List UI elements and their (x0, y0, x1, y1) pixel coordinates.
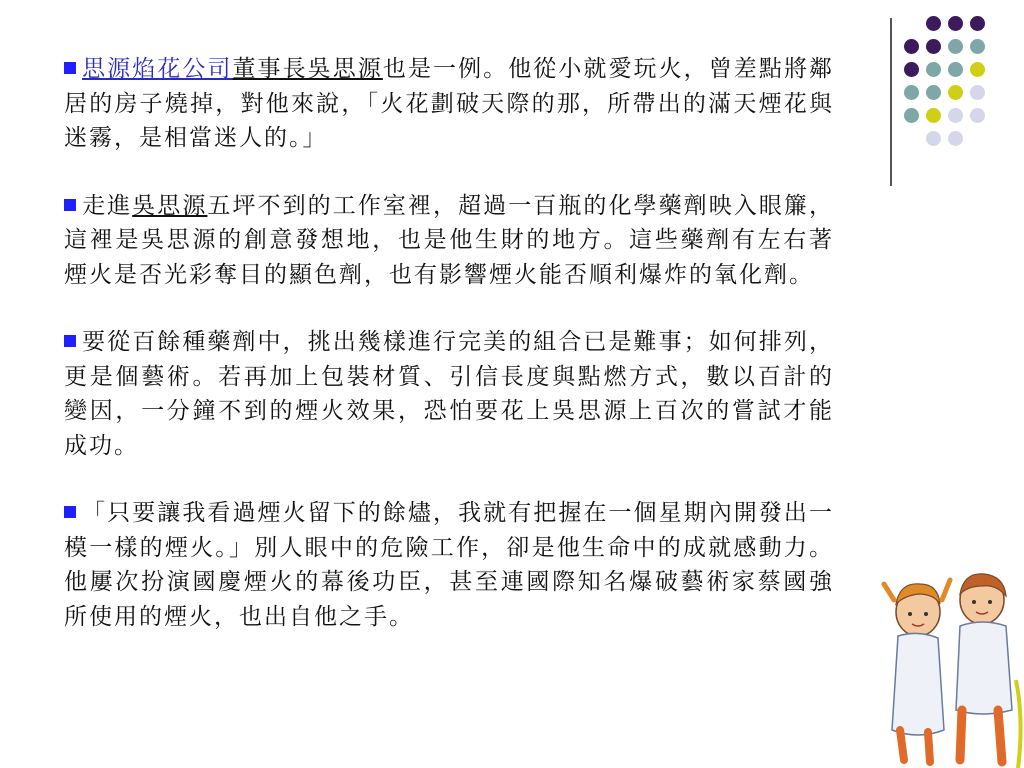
paragraph-2-pre: 走進 (82, 192, 133, 219)
left-child-figure (884, 580, 950, 762)
paragraph-4 (64, 496, 834, 634)
decorative-dot (948, 16, 963, 31)
chairman-name: 董事長吳思源 (232, 56, 383, 82)
decorative-dot (948, 131, 963, 146)
decorative-dot (904, 85, 919, 100)
paragraph-4-text: 「只要讓我看過煙火留下的餘燼，我就有把握在一個星期內開發出一模一樣的煙火。」別人眼中的危險工作，卻是他生命中的成就感動力。他屢次扮演國慶煙火的幕後功臣，甚至連國際知名爆破藝術家蔡國強所使用的煙火，也出自他之手。 (64, 500, 834, 630)
divider-line (890, 18, 892, 186)
person-name: 吳思源 (132, 192, 208, 219)
decorative-dot (970, 16, 985, 31)
paragraph-3-text: 要從百餘種藥劑中，挑出幾樣進行完美的組合已是難事；如何排列，更是個藝術。若再加上包裝材質、引信長度與點燃方式，數以百計的變因，一分鐘不到的煙火效果，恐怕要花上吳思源上百次的嘗試才能成功。 (64, 329, 834, 459)
decorative-dot (948, 39, 963, 54)
decorative-dot (948, 85, 963, 100)
decorative-dot (926, 131, 941, 146)
two-children-illustration (878, 560, 1024, 768)
decorative-dot (948, 108, 963, 123)
decorative-dot (970, 85, 985, 100)
decorative-dot (926, 108, 941, 123)
decorative-dot (970, 108, 985, 123)
decorative-dot (904, 108, 919, 123)
decorative-dot (926, 16, 941, 31)
decorative-dot (904, 39, 919, 54)
decorative-dot (970, 62, 985, 77)
company-link[interactable]: 思源焰花公司 (82, 56, 233, 82)
decorative-dot (970, 39, 985, 54)
decorative-dot (904, 62, 919, 77)
paragraph-1-text: 也是一例。他從小就愛玩火，曾差點將鄰居的房子燒掉，對他來說，「火花劃破天際的那，所帶出的滿天煙花與迷霧，是相當迷人的。」 (64, 56, 835, 151)
paragraph-1 (64, 52, 834, 156)
square-bullet-icon (64, 506, 76, 518)
decorative-dot (926, 85, 941, 100)
square-bullet-icon (64, 199, 76, 211)
slide-body (64, 52, 834, 667)
square-bullet-icon (64, 335, 76, 347)
square-bullet-icon (64, 62, 76, 74)
decorative-dot (926, 62, 941, 77)
paragraph-2 (64, 189, 834, 293)
decorative-dot-grid (904, 16, 1012, 166)
right-child-figure (956, 574, 1012, 762)
paragraph-3 (64, 325, 834, 463)
paragraph-2-text: 五坪不到的工作室裡，超過一百瓶的化學藥劑映入眼簾，這裡是吳思源的創意發想地，也是他生財的地方。這些藥劑有左右著煙火是否光彩奪目的顯色劑，也有影響煙火能否順利爆炸的氧化劑。 (64, 192, 835, 288)
decorative-dot (926, 39, 941, 54)
decorative-dot (948, 62, 963, 77)
